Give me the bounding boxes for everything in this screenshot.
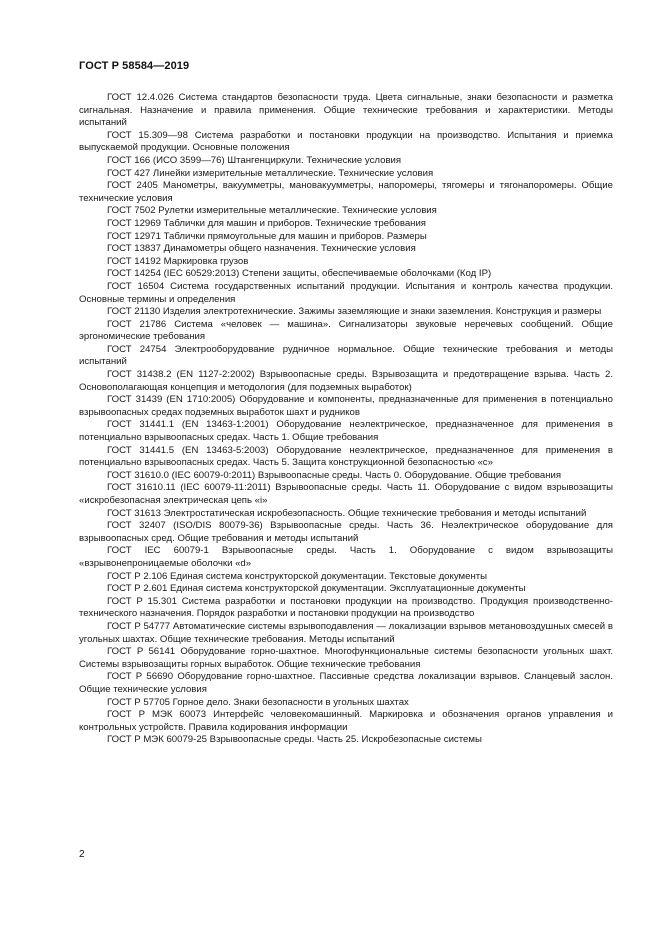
reference-item: ГОСТ 31610.0 (IEC 60079-0:2011) Взрывоопасные среды. Часть 0. Оборудование. Общие требования (107, 469, 562, 481)
reference-item: ГОСТ 31610.11 (IEC 60079-11:2011) Взрывоопасные среды. Часть 11. Оборудование с видом взрывозащиты «искробезопасная электрическая цепь «i» (79, 482, 613, 506)
reference-item: ГОСТ Р 15.301 Система разработки и постановки продукции на производство. Продукция производственно-технического назначения. Порядок разработки и постановки продукции на производство (79, 595, 613, 620)
reference-item: ГОСТ Р 2.601 Единая система конструкторской документации. Эксплуатационные документы (107, 583, 526, 595)
reference-item: ГОСТ 12971 Таблички прямоугольные для машин и приборов. Размеры (107, 230, 427, 242)
reference-item: ГОСТ 427 Линейки измерительные металлические. Технические условия (107, 167, 434, 179)
reference-item: ГОСТ IEC 60079-1 Взрывоопасные среды. Часть 1. Оборудование с видом взрывозащиты «взрывонепроницаемые оболочки «d» (79, 545, 613, 569)
reference-item: ГОСТ 16504 Система государственных испытаний продукции. Испытания и контроль качества продукции. Основные термины и определения (79, 280, 613, 305)
reference-item: ГОСТ 32407 (ISO/DIS 80079-36) Взрывоопасные среды. Часть 36. Неэлектрическое оборудование для взрывоопасных сред. Общие требования и методы испытаний (79, 520, 613, 544)
reference-item: ГОСТ Р 2.106 Единая система конструкторской документации. Текстовые документы (107, 570, 488, 582)
reference-item: ГОСТ Р 54777 Автоматические системы взрывоподавления — локализации взрывов метановоздушных смесей в угольных шахтах. Общие технические требования. Методы испытаний (79, 620, 613, 645)
reference-item: ГОСТ Р МЭК 60073 Интерфейс человекомашинный. Маркировка и обозначения органов управления и контрольных устройств. Правила кодирования информации (79, 709, 613, 733)
reference-item: ГОСТ 31439 (EN 1710:2005) Оборудование и компоненты, предназначенные для применения в потенциально взрывоопасных средах подземных выработок шахт и рудников (79, 394, 613, 418)
reference-item: ГОСТ Р 56141 Оборудование горно-шахтное. Многофункциональные системы безопасности угольных шахт. Системы взрывозащиты горных выработок. Общие технические требования (79, 646, 613, 670)
reference-item: ГОСТ 24754 Электрооборудование рудничное нормальное. Общие технические требования и методы испытаний (79, 343, 613, 368)
reference-item: ГОСТ 14192 Маркировка грузов (107, 255, 249, 267)
reference-item: ГОСТ 14254 (IEC 60529:2013) Степени защиты, обеспечиваемые оболочками (Код IP) (107, 268, 492, 280)
reference-item: ГОСТ 31438.2 (EN 1127-2:2002) Взрывоопасные среды. Взрывозащита и предотвращение взрыва. Часть 2. Основополагающая концепция и методология (для подземных выработок) (79, 369, 613, 393)
normative-references-list (79, 92, 613, 747)
reference-item: ГОСТ 13837 Динамометры общего назначения. Технические условия (107, 243, 416, 255)
page-number: 2 (79, 849, 85, 860)
reference-item: ГОСТ Р МЭК 60079-25 Взрывоопасные среды. Часть 25. Искробезопасные системы (107, 734, 482, 746)
reference-item: ГОСТ 21130 Изделия электротехнические. Зажимы заземляющие и знаки заземления. Конструкция и размеры (107, 306, 602, 318)
reference-item: ГОСТ 31613 Электростатическая искробезопасность. Общие технические требования и методы испытаний (107, 507, 587, 519)
reference-item: ГОСТ 166 (ИСО 3599—76) Штангенциркули. Технические условия (107, 154, 402, 166)
reference-item: ГОСТ 31441.5 (EN 13463-5:2003) Оборудование неэлектрическое, предназначенное для применения в потенциально взрывоопасных средах. Часть 5. Защита конструкционной безопасностью «с» (79, 444, 613, 469)
reference-item: ГОСТ Р 56690 Оборудование горно-шахтное. Пассивные средства локализации взрывов. Сланцевый заслон. Общие технические условия (79, 671, 613, 695)
reference-item: ГОСТ 15.309—98 Система разработки и постановки продукции на производство. Испытания и приемка выпускаемой продукции. Основные положения (79, 129, 613, 154)
reference-item: ГОСТ 2405 Манометры, вакуумметры, мановакуумметры, напоромеры, тягомеры и тягонапоромеры. Общие технические условия (79, 180, 613, 204)
reference-item: ГОСТ Р 57705 Горное дело. Знаки безопасности в угольных шахтах (107, 696, 409, 708)
reference-item: ГОСТ 12969 Таблички для машин и приборов. Технические требования (107, 217, 427, 229)
reference-item: ГОСТ 12.4.026 Система стандартов безопасности труда. Цвета сигнальные, знаки безопасности и разметка сигнальная. Назначение и правила применения. Общие технические требования и характеристики. Методы испытаний (79, 92, 613, 129)
reference-item: ГОСТ 21786 Система «человек — машина». Сигнализаторы звуковые неречевых сообщений. Общие эргономические требования (79, 318, 613, 343)
reference-item: ГОСТ 31441.1 (EN 13463-1:2001) Оборудование неэлектрическое, предназначенное для применения в потенциально взрывоопасных средах. Часть 1. Общие требования (79, 419, 613, 444)
reference-item: ГОСТ 7502 Рулетки измерительные металлические. Технические условия (107, 205, 437, 217)
document-code-header: ГОСТ Р 58584—2019 (79, 60, 190, 72)
